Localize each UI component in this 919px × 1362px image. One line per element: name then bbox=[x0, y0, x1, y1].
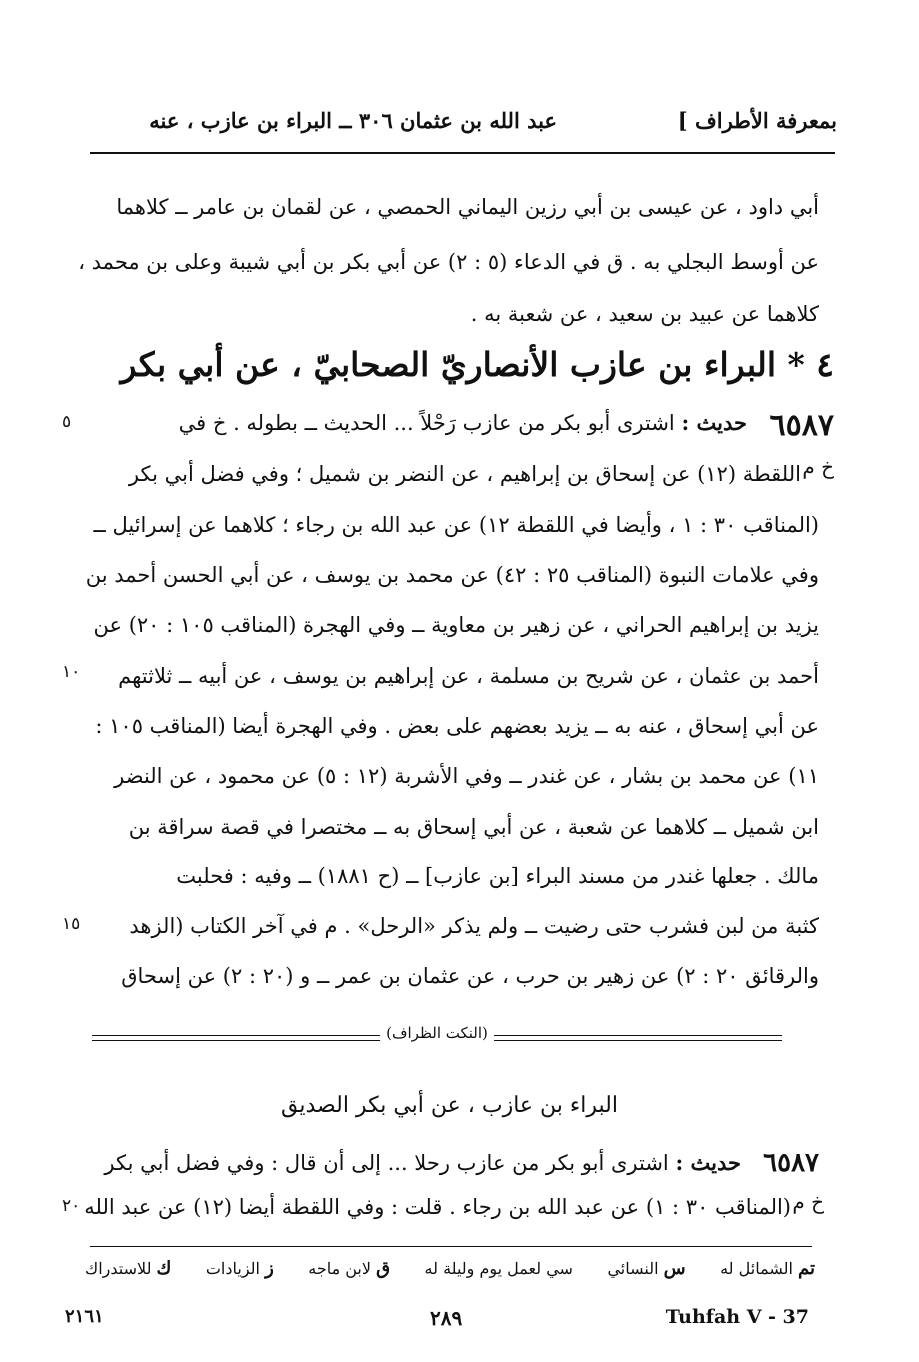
intro-line: أبي داود ، عن عيسى بن أبي رزين اليماني الحمصي ، عن لقمان بن عامر ــ كلاهما bbox=[116, 195, 819, 219]
hadith-line: اللقطة (١٢) عن إسحاق بن إبراهيم ، عن النضر بن شميل ؛ وفي فضل أبي بكر bbox=[128, 462, 801, 486]
section-heading: ٤ * البراء بن عازب الأنصاريّ الصحابيّ ، عن أبي بكر bbox=[120, 345, 834, 384]
header-center: عبد الله بن عثمان ٣٠٦ ــ البراء بن عازب ، عنه bbox=[149, 108, 557, 133]
abbreviation-text: للاستدراك bbox=[85, 1259, 152, 1278]
abbreviation-item bbox=[425, 1258, 573, 1279]
abbreviation-item bbox=[607, 1258, 685, 1279]
header-rule bbox=[90, 152, 835, 154]
hadith-lead: حديث : bbox=[675, 1150, 741, 1175]
hadith-line: عن أبي إسحاق ، عنه به ــ يزيد بعضهم على بعض . وفي الهجرة أيضا (المناقب ١٠٥ : bbox=[95, 714, 819, 738]
hadith-sigla: خ م bbox=[792, 1190, 824, 1214]
abbreviation-text: الزيادات bbox=[205, 1259, 260, 1278]
hadith-line: مالك . جعلها غندر من مسند البراء [بن عازب] ــ (ح ١٨٨١) ــ وفيه : فحلبت bbox=[176, 864, 819, 888]
abbreviation-item bbox=[720, 1258, 815, 1279]
hadith2-line: (المناقب ٣٠ : ١) عن عبد الله بن رجاء . قلت : وفي اللقطة أيضا (١٢) عن عبد الله bbox=[84, 1195, 791, 1219]
margin-line-number: ٥ bbox=[62, 412, 72, 432]
header-right: بمعرفة الأطراف ] bbox=[677, 108, 837, 133]
footer-rule bbox=[90, 1246, 812, 1247]
hadith-line: والرقائق ٢٠ : ٢) عن زهير بن حرب ، عن عثمان بن عمر ــ و (٢٠ : ٢) عن إسحاق bbox=[121, 964, 819, 988]
abbreviation-item bbox=[206, 1258, 274, 1279]
abbreviation-symbol: تم bbox=[798, 1258, 815, 1279]
hadith-line: كثبة من لبن فشرب حتى رضيت ــ ولم يذكر «الرحل» . م في آخر الكتاب (الزهد bbox=[129, 914, 819, 938]
hadith-text: اشترى أبو بكر من عازب رحلا ... إلى أن قال : وفي فضل أبي بكر bbox=[104, 1151, 669, 1175]
hadith-line: وفي علامات النبوة (المناقب ٢٥ : ٤٢) عن محمد بن يوسف ، عن أبي الحسن أحمد بن bbox=[85, 563, 819, 587]
hadith-line: ١١) عن محمد بن بشار ، عن غندر ــ وفي الأشربة (١٢ : ٥) عن محمود ، عن النضر bbox=[114, 764, 819, 788]
hadith-line: (المناقب ٣٠ : ١ ، وأيضا في اللقطة ١٢) عن عبد الله بن رجاء ؛ كلاهما عن إسرائيل ــ bbox=[93, 513, 819, 537]
hadith-text: اشترى أبو بكر من عازب رَحْلاً ... الحديث ــ بطوله . خ في bbox=[178, 411, 675, 435]
intro-line: عن أوسط البجلي به . ق في الدعاء (٥ : ٢) عن أبي بكر بن أبي شيبة وعلى بن محمد ، bbox=[78, 250, 819, 274]
margin-line-number: ٢٠ bbox=[62, 1196, 81, 1216]
footer-left-number: ٢١٦١ bbox=[65, 1306, 104, 1327]
section-separator bbox=[92, 1024, 782, 1046]
hadith-number: ٦٥٨٧ bbox=[763, 1148, 819, 1178]
hadith-line: ابن شميل ــ كلاهما عن شعبة ، عن أبي إسحاق به ــ مختصرا في قصة سراقة بن bbox=[128, 815, 819, 839]
abbreviation-symbol: ق bbox=[376, 1258, 391, 1279]
intro-line: كلاهما عن عبيد بن سعيد ، عن شعبة به . bbox=[470, 302, 819, 326]
hadith-first-line bbox=[179, 410, 747, 435]
running-header bbox=[92, 100, 837, 150]
abbreviation-item bbox=[308, 1258, 390, 1279]
margin-line-number: ١٠ bbox=[62, 662, 81, 682]
separator-label: (النكت الظراف) bbox=[380, 1024, 494, 1042]
abbreviation-symbol: س bbox=[663, 1258, 686, 1279]
hadith-number: ٦٥٨٧ bbox=[769, 408, 834, 443]
abbreviation-text: سي لعمل يوم وليلة له bbox=[424, 1259, 573, 1278]
hadith-sigla: خ م bbox=[802, 455, 834, 479]
volume-signature: Tuhfah V - 37 bbox=[665, 1306, 809, 1328]
abbreviation-symbol: ز bbox=[265, 1258, 274, 1279]
hadith-lead: حديث : bbox=[681, 410, 747, 435]
hadith-line: أحمد بن عثمان ، عن شريح بن مسلمة ، عن إبراهيم بن يوسف ، عن أبيه ــ ثلاثتهم bbox=[118, 664, 819, 688]
hadith2-first-line bbox=[104, 1150, 741, 1175]
abbreviation-item bbox=[85, 1258, 171, 1279]
abbreviation-text: لابن ماجه bbox=[308, 1259, 371, 1278]
abbreviation-symbol: ك bbox=[156, 1258, 172, 1279]
abbreviation-key bbox=[85, 1258, 815, 1279]
margin-line-number: ١٥ bbox=[62, 914, 81, 934]
page-number: ٢٨٩ bbox=[430, 1306, 463, 1330]
abbreviation-text: الشمائل له bbox=[720, 1259, 793, 1278]
hadith-line: يزيد بن إبراهيم الحراني ، عن زهير بن معاوية ــ وفي الهجرة (المناقب ١٠٥ : ٢٠) عن bbox=[93, 613, 819, 637]
sub-heading: البراء بن عازب ، عن أبي بكر الصديق bbox=[281, 1093, 618, 1118]
abbreviation-text: النسائي bbox=[607, 1259, 659, 1278]
